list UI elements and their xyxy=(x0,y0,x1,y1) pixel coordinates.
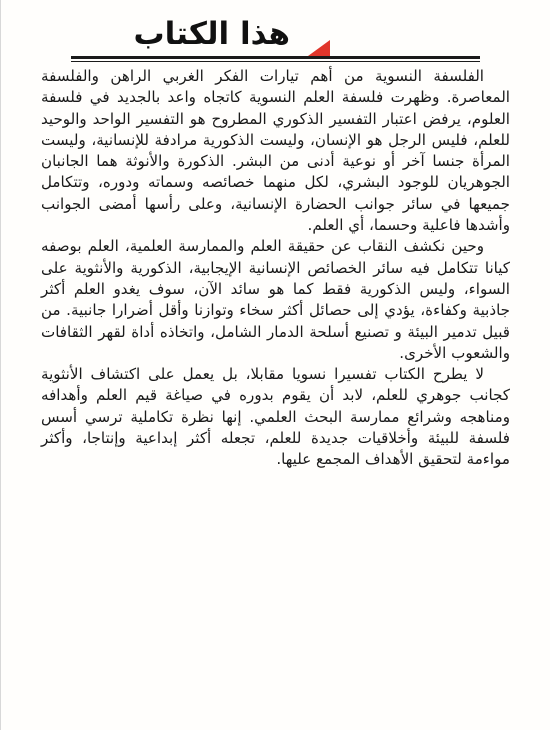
paragraph: لا يطرح الكتاب تفسيرا نسويا مقابلا، بل يعمل على اكتشاف الأنثوية كجانب جوهري للعلم، لابد أن يقوم بدوره في صياغة قيم العلم وأهدافه ومناهجه وشرائع ممارسة البحث العلمي. إنها نظرة تكاملية ترسي أسس فلسفة للبيئة وأخلاقيات جديدة للعلم، تجعله أكثر إبداعية وإنتاجا، وأكثر مواءمة لتحقيق الأهداف المجمع عليها. xyxy=(41,365,510,469)
header-double-rule xyxy=(71,56,480,59)
section-title: هذا الكتاب xyxy=(133,16,290,52)
article-body xyxy=(41,66,510,471)
section-header xyxy=(71,12,480,60)
paragraph: وحين نكشف النقاب عن حقيقة العلم والممارسة العلمية، العلم بوصفه كيانا تتكامل فيه سائر الخصائص الإنسانية الإيجابية، الذكورية والأنثوية على السواء، وليس الذكورية فقط كما هو سائد الآن، سوف يغدو العلم أكثر جاذبية وكفاءة، يؤدي إلى حصائل أكثر سخاء وتوازنا وأقل أضرارا جانبية. من قبيل تدمير البيئة و تصنيع أسلحة الدمار الشامل، واتخاذه أداة لقهر الثقافات والشعوب الأخرى. xyxy=(41,237,510,362)
red-triangle-marker xyxy=(308,40,330,56)
paragraph: الفلسفة النسوية من أهم تيارات الفكر الغربي الراهن والفلسفة المعاصرة. وظهرت فلسفة العلم النسوية كاتجاه واعد بالجديد في فلسفة العلوم، يرفض اعتبار التفسير الذكوري المطروح هو التفسير الواحد والوحيد للعلم، فليس الرجل هو الإنسان، وليست الذكورية مرادفة للإنسانية، وليست المرأة جنسا آخر أو نوعية أدنى من البشر. الذكورة والأنوثة هما الجانبان الجوهريان للوجود البشري، لكل منهما خصائصه وسماته ودوره، وتتكامل جميعها في سائر جوانب الحضارة الإنسانية، وعلى رأسها أمضى الجوانب وأشدها فاعلية وحسما، أي العلم. xyxy=(41,67,510,235)
